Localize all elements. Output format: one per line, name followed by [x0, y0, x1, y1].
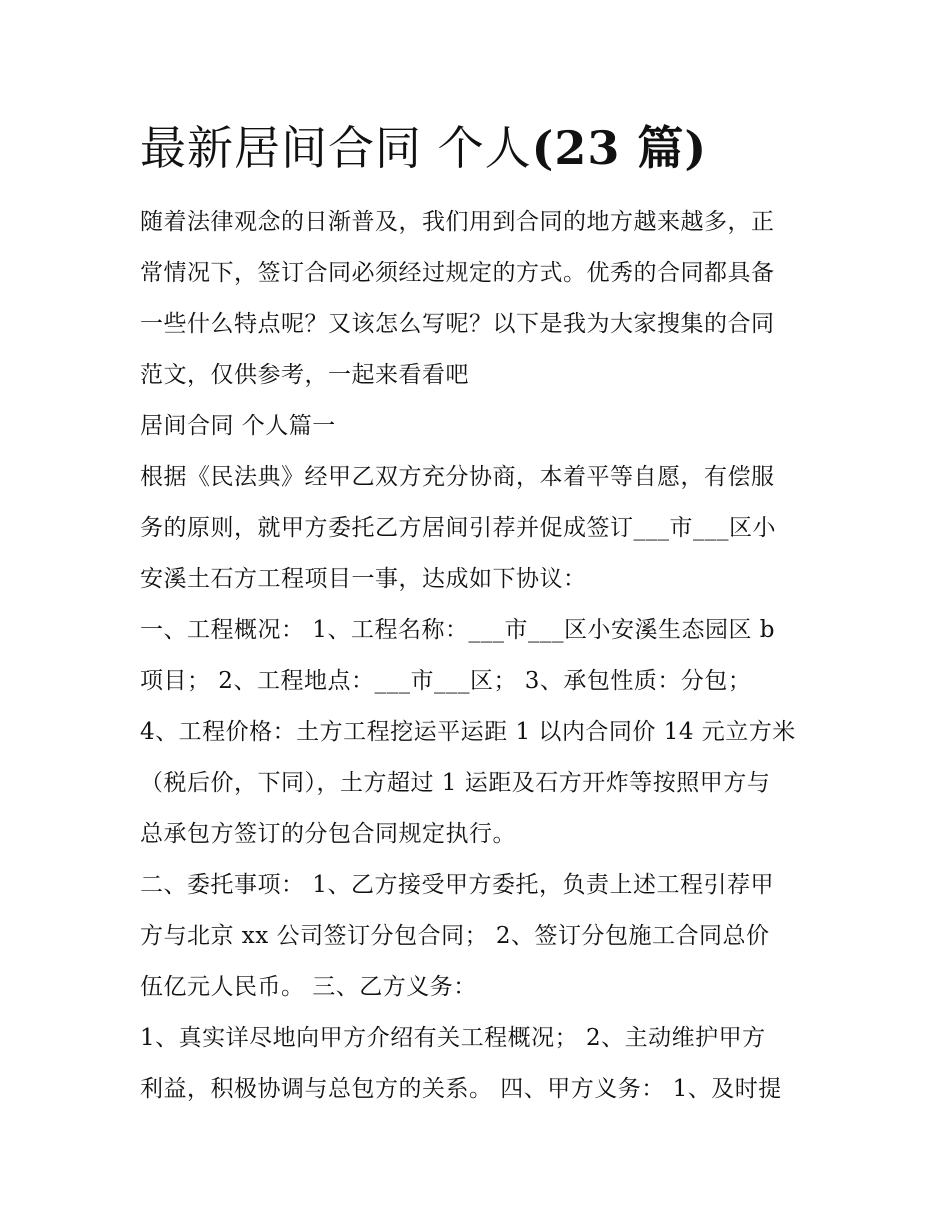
body-line-1: 根据《民法典》经甲乙双方充分协商，本着平等自愿，有偿服: [140, 464, 775, 490]
section-heading: 居间合同 个人篇一: [140, 413, 336, 439]
body-line-3: 安溪土石方工程项目一事，达成如下协议：: [140, 566, 587, 592]
body-line-10: 方与北京 xx 公司签订分包合同； 2、签订分包施工合同总价: [140, 923, 770, 949]
intro-line-1: 随着法律观念的日渐普及，我们用到合同的地方越来越多，正: [140, 209, 775, 235]
title-main: 最新居间合同 个人: [140, 121, 532, 175]
title-count: (23 篇): [531, 121, 708, 175]
document-title: [140, 118, 707, 178]
body-line-7: （税后价，下同），土方超过 1 运距及石方开炸等按照甲方与: [140, 770, 771, 796]
body-line-2: 务的原则，就甲方委托乙方居间引荐并促成签订___市___区小: [140, 515, 776, 541]
intro-line-4: 范文，仅供参考，一起来看看吧: [140, 362, 469, 388]
body-line-8: 总承包方签订的分包合同规定执行。: [140, 821, 516, 847]
body-line-6: 4、工程价格：土方工程挖运平运距 1 以内合同价 14 元立方米: [140, 719, 796, 745]
body-line-11: 伍亿元人民币。 三、乙方义务：: [140, 974, 477, 1000]
body-line-4: 一、工程概况： 1、工程名称：___市___区小安溪生态园区 b: [140, 617, 775, 643]
body-line-9: 二、委托事项： 1、乙方接受甲方委托，负责上述工程引荐甲: [140, 872, 774, 898]
body-line-5: 项目； 2、工程地点：___市___区； 3、承包性质：分包；: [140, 668, 752, 694]
body-line-12: 1、真实详尽地向甲方介绍有关工程概况； 2、主动维护甲方: [140, 1025, 766, 1051]
body-line-13: 利益，积极协调与总包方的关系。 四、甲方义务： 1、及时提: [140, 1076, 782, 1102]
intro-line-3: 一些什么特点呢？又该怎么写呢？以下是我为大家搜集的合同: [140, 311, 775, 337]
intro-line-2: 常情况下，签订合同必须经过规定的方式。优秀的合同都具备: [140, 260, 775, 286]
